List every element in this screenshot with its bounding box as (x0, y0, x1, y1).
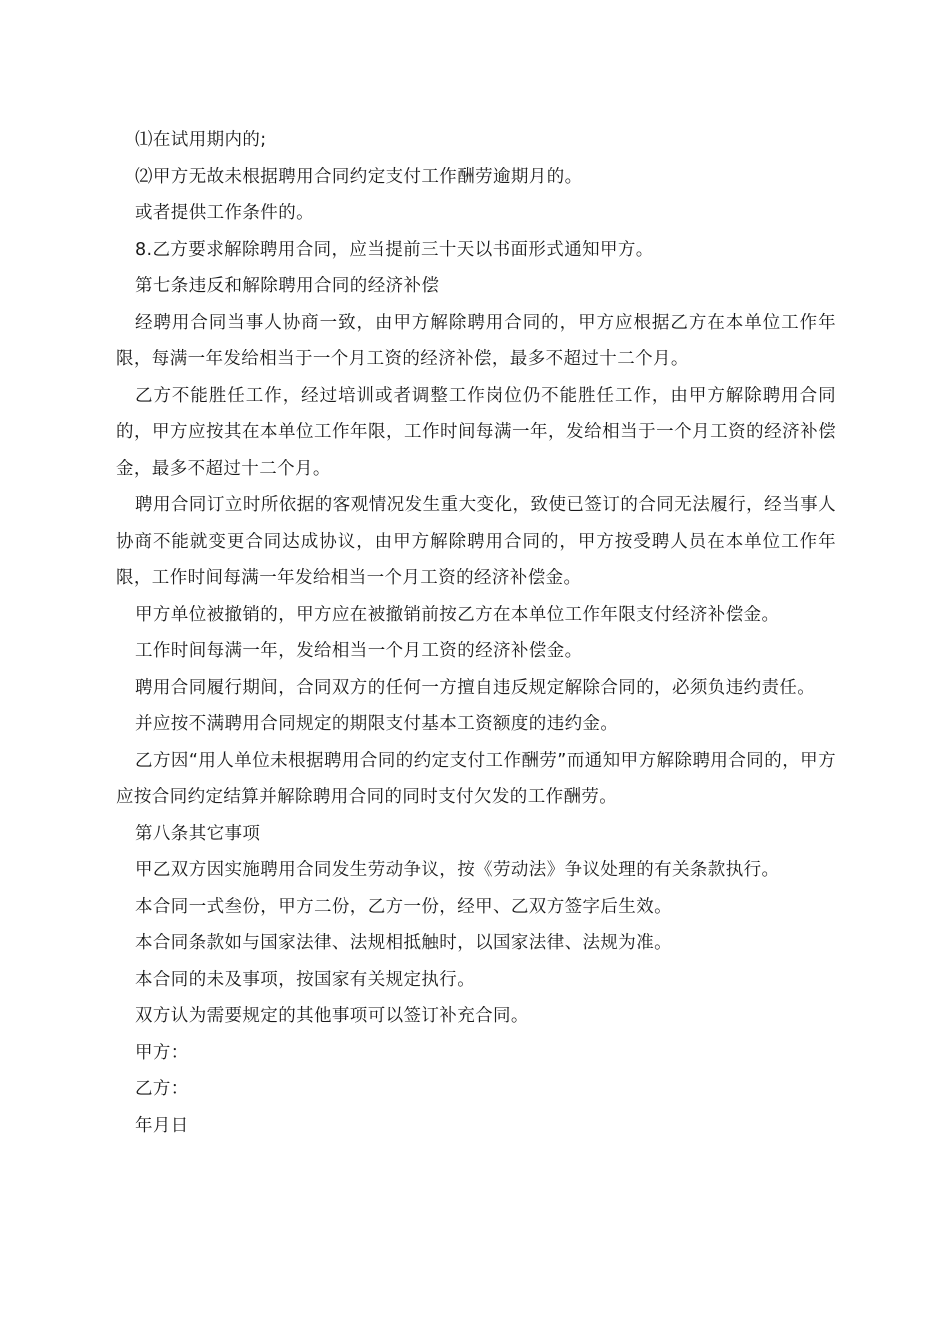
section-heading-article-7: 第七条违反和解除聘用合同的经济补偿 (135, 276, 440, 296)
paragraph-termination-by-b: 乙方因“用人单位未根据聘用合同的约定支付工作酬劳”而通知甲方解除聘用合同的，甲方应按合同约定结算并解除聘用合同的同时支付欠发的工作酬劳。 (116, 750, 836, 807)
signature-party-b: 乙方： (135, 1079, 189, 1099)
paragraph-legal-conflict: 本合同条款如与国家法律、法规相抵触时，以国家法律、法规为准。 (135, 933, 672, 953)
paragraph-unit-revoked: 甲方单位被撤销的，甲方应在被撤销前按乙方在本单位工作年限支付经济补偿金。 (135, 604, 780, 625)
paragraph-trial-period: ⑴在试用期内的; (135, 130, 267, 150)
paragraph-supplementary: 双方认为需要规定的其他事项可以签订补充合同。 (135, 1006, 529, 1026)
section-heading-article-8: 第八条其它事项 (135, 823, 261, 844)
paragraph-compensation-per-year: 工作时间每满一年，发给相当一个月工资的经济补偿金。 (135, 641, 583, 661)
paragraph-mutual-agreement: 经聘用合同当事人协商一致，由甲方解除聘用合同的，甲方应根据乙方在本单位工作年限，每满一年发给相当于一个月工资的经济补偿，最多不超过十二个月。 (116, 312, 836, 369)
paragraph-unpaid-remuneration: ⑵甲方无故未根据聘用合同约定支付工作酬劳逾期月的。 (135, 166, 583, 187)
date-line: 年月日 (135, 1115, 189, 1136)
paragraph-copies: 本合同一式叁份，甲方二份，乙方一份，经甲、乙双方签字后生效。 (135, 896, 672, 917)
signature-party-a: 甲方： (135, 1042, 189, 1063)
paragraph-item-8: 8.乙方要求解除聘用合同，应当提前三十天以书面形式通知甲方。 (135, 239, 654, 260)
paragraph-breach-liability: 聘用合同履行期间，合同双方的任何一方擅自违反规定解除合同的，必须负违约责任。 (135, 677, 816, 698)
paragraph-work-conditions: 或者提供工作条件的。 (135, 203, 314, 223)
paragraph-labor-dispute: 甲乙双方因实施聘用合同发生劳动争议，按《劳动法》争议处理的有关条款执行。 (135, 860, 780, 880)
paragraph-unspecified-matters: 本合同的未及事项，按国家有关规定执行。 (135, 969, 476, 990)
paragraph-changed-circumstances: 聘用合同订立时所依据的客观情况发生重大变化，致使已签订的合同无法履行，经当事人协商不能就变更合同达成协议，由甲方解除聘用合同的，甲方按受聘人员在本单位工作年限，工作时间每满一年发给相当一个月工资的经济补偿金。 (116, 495, 836, 588)
paragraph-penalty: 并应按不满聘用合同规定的期限支付基本工资额度的违约金。 (135, 714, 619, 734)
document-body (116, 122, 836, 1144)
paragraph-incompetence: 乙方不能胜任工作，经过培训或者调整工作岗位仍不能胜任工作，由甲方解除聘用合同的，甲方应按其在本单位工作年限，工作时间每满一年，发给相当于一个月工资的经济补偿金，最多不超过十二个月。 (116, 385, 836, 479)
